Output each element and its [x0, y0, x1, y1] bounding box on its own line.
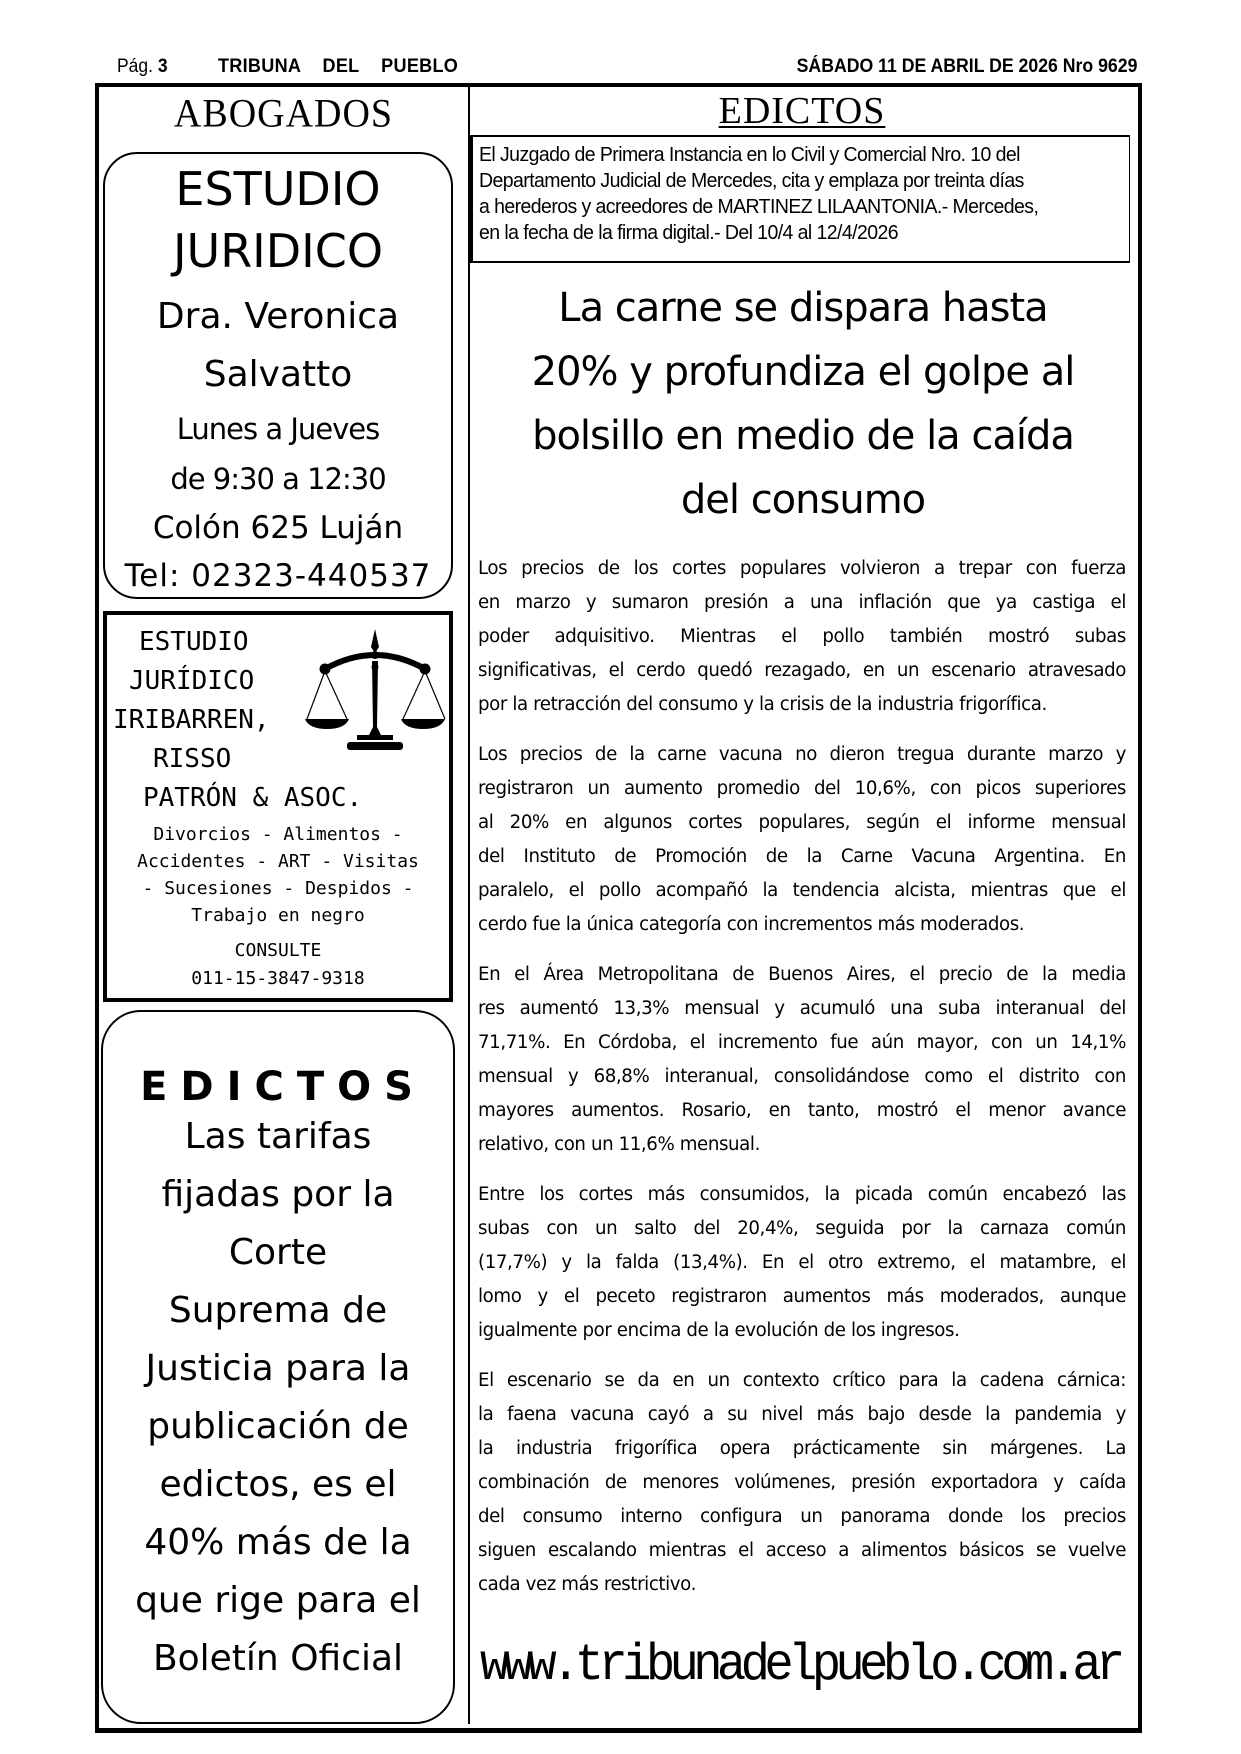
article-line: igualmente por encima de la evolución de los ingresos.	[478, 1320, 960, 1341]
article-line: mensual y 68,8% interanual, consolidándose como el distrito con	[478, 1066, 1126, 1087]
article-line: Entre los cortes más consumidos, la picada común encabezó las	[478, 1184, 1126, 1205]
newspaper-name: TRIBUNA DEL PUEBLO	[218, 56, 459, 77]
headline-line: 20% y profundiza el golpe al	[531, 349, 1075, 395]
edictos-title: EDICTOS	[718, 90, 886, 132]
ad-line: Corte	[228, 1232, 328, 1273]
article-headline	[472, 276, 1134, 532]
scales-of-justice-icon	[303, 627, 447, 757]
services-line: - Sucesiones - Despidos -	[142, 878, 414, 899]
article-line: al 20% en algunos cortes populares, según el informe mensual	[478, 812, 1126, 833]
article-paragraph	[478, 958, 1126, 1162]
page-label: Pág.	[117, 56, 153, 77]
article-line: la faena vacuna cayó a su nivel más bajo desde la pandemia y	[478, 1404, 1126, 1425]
ad-line: 40% más de la	[144, 1522, 412, 1563]
article-body	[478, 552, 1126, 1618]
ad-line: JURIDICO	[172, 224, 384, 278]
headline-line: bolsillo en medio de la caída	[532, 413, 1074, 459]
ad-line: Boletín Oficial	[152, 1638, 404, 1679]
article-line: El escenario se da en un contexto crítico para la cadena cárnica:	[478, 1370, 1126, 1391]
ad-line: fijadas por la	[161, 1174, 395, 1215]
article-line: relativo, con un 11,6% mensual.	[478, 1134, 760, 1155]
article-paragraph	[478, 1364, 1126, 1602]
firm-name-line: IRIBARREN,	[113, 705, 270, 735]
notice-line: Departamento Judicial de Mercedes, cita y emplaza por treinta días	[479, 169, 1024, 192]
headline-line: La carne se dispara hasta	[558, 285, 1048, 331]
consult-phone: 011-15-3847-9318	[191, 968, 365, 989]
notice-line: a herederos y acreedores de MARTINEZ LILAANTONIA.- Mercedes,	[479, 195, 1039, 218]
issue-date: SÁBADO 11 DE ABRIL DE 2026 Nro 9629	[796, 56, 1137, 77]
article-paragraph	[478, 552, 1126, 722]
article-line: En el Área Metropolitana de Buenos Aires, el precio de la media	[478, 964, 1126, 985]
article-line: del consumo interno configura un panorama donde los precios	[478, 1506, 1126, 1527]
article-line: del Instituto de Promoción de la Carne Vacuna Argentina. En	[478, 846, 1126, 867]
ad-line: Las tarifas	[184, 1116, 372, 1157]
article-line: registraron un aumento promedio del 10,6%, con picos superiores	[478, 778, 1126, 799]
ad-line: de 9:30 a 12:30	[170, 462, 386, 496]
section-title-edictos	[470, 87, 1134, 135]
consult-label: CONSULTE	[234, 940, 322, 961]
ad-line: ESTUDIO	[175, 162, 381, 216]
page-number: 3	[157, 56, 168, 77]
ad-edictos-tarifas	[101, 1010, 455, 1724]
article-paragraph	[478, 1178, 1126, 1348]
article-line: Los precios de la carne vacuna no dieron tregua durante marzo y	[478, 744, 1126, 765]
column-divider	[468, 87, 470, 1724]
article-line: cerdo fue la única categoría con incrementos más moderados.	[478, 914, 1025, 935]
ad-address: Colón 625 Luján	[152, 510, 404, 546]
article-line: 71,71%. En Córdoba, el incremento fue aún mayor, con un 14,1%	[478, 1032, 1126, 1053]
edictos-ad-heading: EDICTOS	[140, 1064, 426, 1110]
article-line: siguen escalando mientras el acceso a alimentos básicos se vuelve	[478, 1540, 1126, 1561]
firm-name-line: ESTUDIO	[139, 627, 249, 657]
article-line: combinación de menores volúmenes, presión exportadora y caída	[478, 1472, 1126, 1493]
article-line: mayores aumentos. Rosario, en tanto, mostró el menor avance	[478, 1100, 1126, 1121]
ad-line: Dra. Veronica	[156, 296, 400, 337]
legal-notice	[470, 135, 1130, 263]
firm-name-line: JURÍDICO	[129, 666, 255, 696]
services-line: Divorcios - Alimentos -	[153, 824, 403, 845]
ad-line: Justicia para la	[145, 1348, 411, 1389]
article-line: poder adquisitivo. Mientras el pollo también mostró subas	[478, 626, 1126, 647]
ad-line: Salvatto	[203, 354, 353, 395]
ad-phone: Tel: 02323-440537	[124, 558, 432, 594]
article-line: por la retracción del consumo y la crisis de la industria frigorífica.	[478, 694, 1047, 715]
section-title-abogados: ABOGADOS	[173, 91, 394, 137]
page-indicator	[117, 56, 168, 78]
ad-line: publicación de	[147, 1406, 409, 1447]
ad-line: que rige para el	[135, 1580, 421, 1621]
ad-line: edictos, es el	[159, 1464, 397, 1505]
services-line: Accidentes - ART - Visitas	[137, 851, 419, 872]
ad-line: Suprema de	[168, 1290, 388, 1331]
article-line: res aumentó 13,3% mensual y acumuló una suba interanual del	[478, 998, 1126, 1019]
notice-line: El Juzgado de Primera Instancia en lo Civil y Comercial Nro. 10 del	[479, 143, 1020, 166]
website-url[interactable]: www.tribunadelpueblo.com.ar	[480, 1636, 1120, 1695]
firm-name-line: RISSO	[153, 744, 232, 774]
notice-line: en la fecha de la firma digital.- Del 10/4 al 12/4/2026	[479, 221, 899, 244]
article-line: la industria frigorífica opera prácticamente sin márgenes. La	[478, 1438, 1126, 1459]
article-line: significativas, el cerdo quedó rezagado, en un escenario atravesado	[478, 660, 1126, 681]
article-line: en marzo y sumaron presión a una inflación que ya castiga el	[478, 592, 1126, 613]
article-line: subas con un salto del 20,4%, seguida por la carnaza común	[478, 1218, 1126, 1239]
ad-line: Lunes a Jueves	[176, 412, 380, 446]
article-line: paralelo, el pollo acompañó la tendencia alcista, mientras que el	[478, 880, 1126, 901]
services-line: Trabajo en negro	[191, 905, 365, 926]
ad-estudio-salvatto	[103, 152, 453, 599]
article-line: Los precios de los cortes populares volvieron a trepar con fuerza	[478, 558, 1126, 579]
article-line: lomo y el peceto registraron aumentos más moderados, aunque	[478, 1286, 1126, 1307]
ad-estudio-iribarren	[103, 611, 453, 1002]
article-paragraph	[478, 738, 1126, 942]
article-line: (17,7%) y la falda (13,4%). En el otro extremo, el matambre, el	[478, 1252, 1126, 1273]
article-line: cada vez más restrictivo.	[478, 1574, 696, 1595]
headline-line: del consumo	[680, 477, 926, 523]
firm-name-line: PATRÓN & ASOC.	[143, 783, 363, 813]
masthead	[117, 56, 1137, 82]
